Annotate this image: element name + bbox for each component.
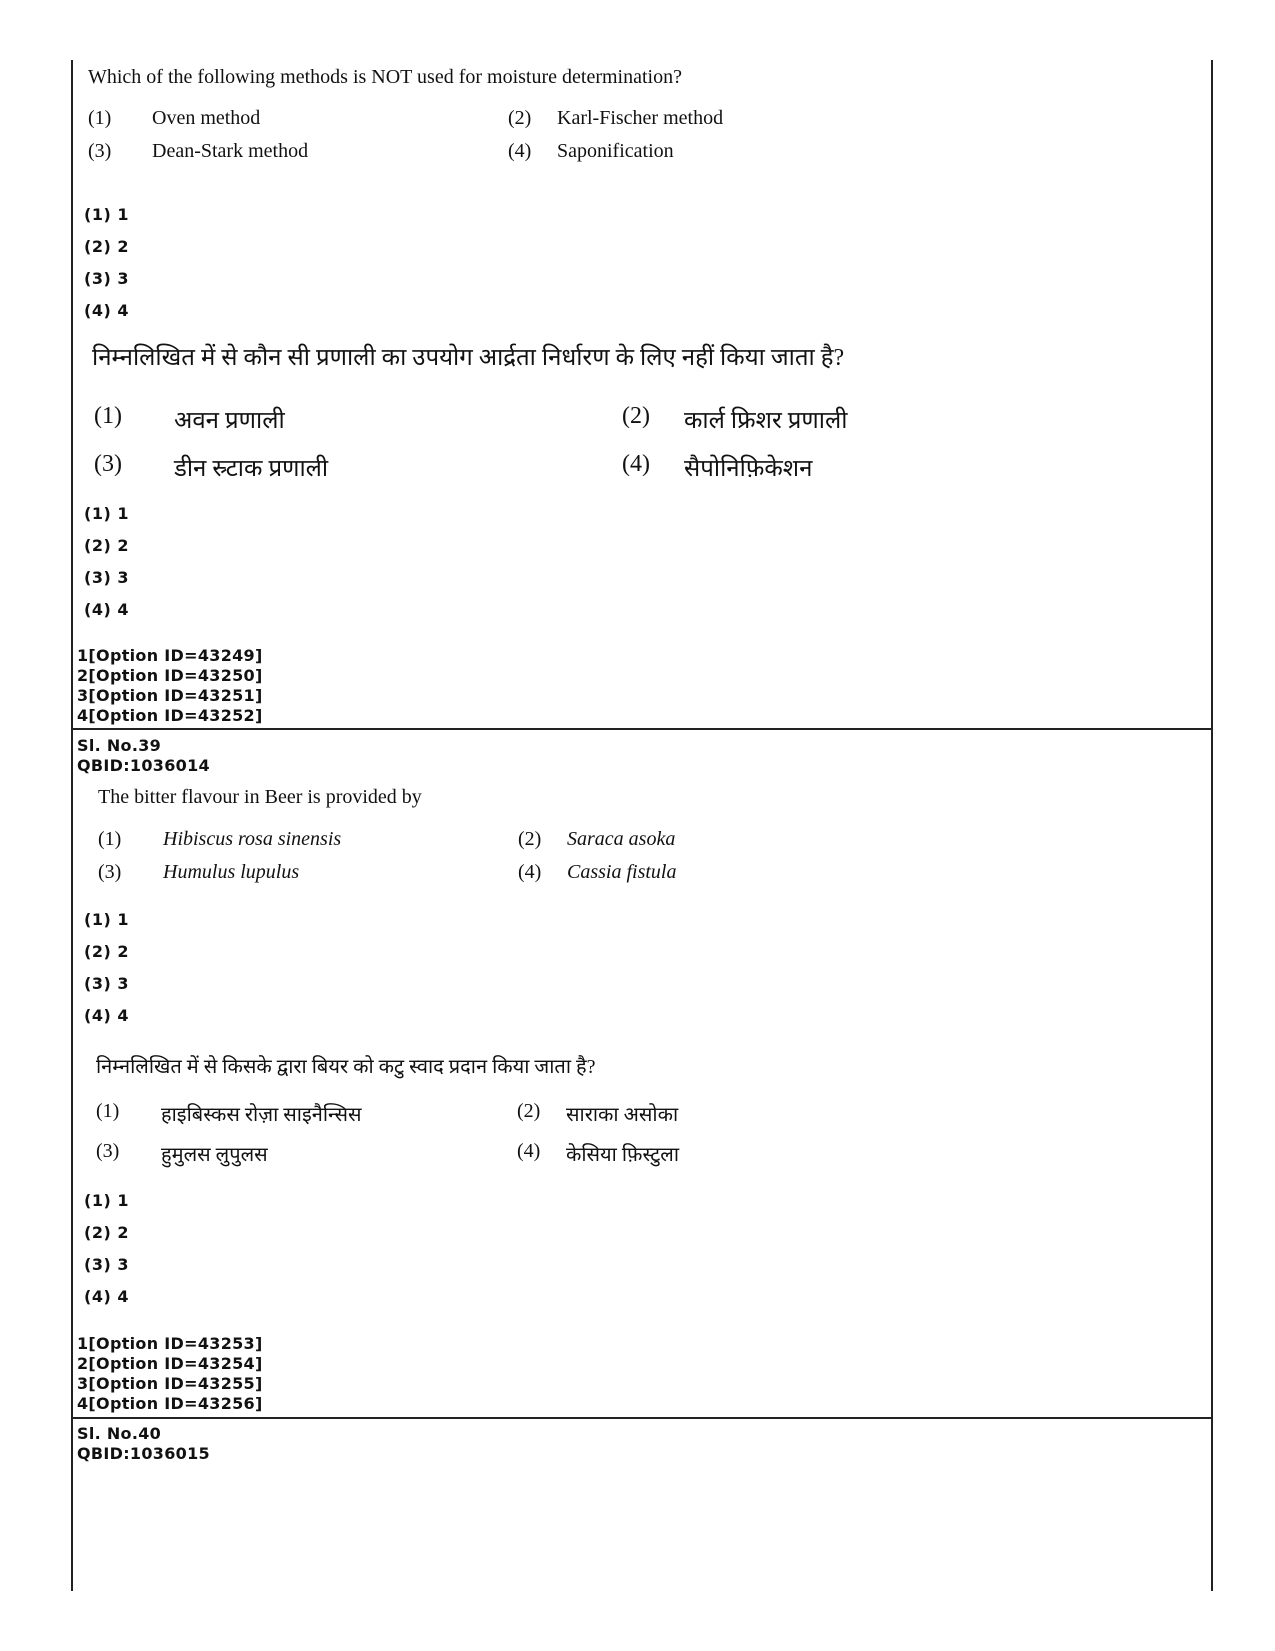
- option-text: Cassia fistula: [567, 861, 677, 883]
- section-divider: [71, 728, 1213, 730]
- answer-choice[interactable]: (4) 4: [84, 1287, 129, 1306]
- option-number: (1): [98, 828, 122, 850]
- answer-choice[interactable]: (2) 2: [84, 237, 129, 256]
- answer-choice[interactable]: (4) 4: [84, 301, 129, 320]
- answer-choice[interactable]: (3) 3: [84, 269, 129, 288]
- answer-choice[interactable]: (2) 2: [84, 536, 129, 555]
- question-text-en: The bitter flavour in Beer is provided by: [98, 786, 422, 808]
- option-number: (3): [88, 140, 112, 162]
- option-number: (2): [518, 828, 542, 850]
- option-text: कार्ल फ्रिशर प्रणाली: [684, 408, 848, 434]
- option-number: (4): [622, 451, 650, 477]
- answer-choice[interactable]: (1) 1: [84, 504, 129, 523]
- serial-number: Sl. No.40: [77, 1424, 162, 1443]
- option-text: Karl-Fischer method: [557, 107, 724, 129]
- option-number: (1): [88, 107, 112, 129]
- qbid: QBID:1036014: [77, 756, 210, 775]
- option-text: Humulus lupulus: [163, 861, 300, 883]
- question-text-hi: निम्नलिखित में से कौन सी प्रणाली का उपयोग आर्द्रता निर्धारण के लिए नहीं किया जाता है?: [92, 345, 845, 371]
- option-id: 4[Option ID=43256]: [77, 1394, 263, 1413]
- answer-choice[interactable]: (2) 2: [84, 942, 129, 961]
- option-text: अवन प्रणाली: [174, 408, 285, 434]
- option-id: 3[Option ID=43255]: [77, 1374, 263, 1393]
- answer-choice[interactable]: (1) 1: [84, 910, 129, 929]
- section-divider: [71, 1417, 1213, 1419]
- answer-choice[interactable]: (2) 2: [84, 1223, 129, 1242]
- option-id: 1[Option ID=43249]: [77, 646, 263, 665]
- option-text: Saraca asoka: [567, 828, 676, 850]
- option-number: (1): [94, 403, 122, 429]
- option-number: (3): [98, 861, 122, 883]
- option-text: हाइबिस्कस रोज़ा साइनैन्सिस: [161, 1104, 362, 1126]
- option-text: साराका असोका: [566, 1104, 679, 1126]
- question-text-hi: निम्नलिखित में से किसके द्वारा बियर को कटु स्वाद प्रदान किया जाता है?: [96, 1056, 596, 1078]
- option-number: (1): [96, 1100, 120, 1122]
- answer-choice[interactable]: (1) 1: [84, 205, 129, 224]
- serial-number: Sl. No.39: [77, 736, 162, 755]
- option-id: 2[Option ID=43254]: [77, 1354, 263, 1373]
- option-text: Dean-Stark method: [152, 140, 309, 162]
- option-id: 2[Option ID=43250]: [77, 666, 263, 685]
- option-text: Oven method: [152, 107, 261, 129]
- option-number: (2): [508, 107, 532, 129]
- option-number: (4): [517, 1140, 541, 1162]
- option-number: (4): [508, 140, 532, 162]
- option-text: हुमुलस लुपुलस: [161, 1144, 268, 1166]
- option-text: सैपोनिफ़िकेशन: [684, 456, 813, 482]
- question-text-en: Which of the following methods is NOT used for moisture determination?: [88, 66, 682, 88]
- answer-choice[interactable]: (1) 1: [84, 1191, 129, 1210]
- answer-choice[interactable]: (4) 4: [84, 600, 129, 619]
- option-number: (3): [96, 1140, 120, 1162]
- answer-choice[interactable]: (3) 3: [84, 568, 129, 587]
- option-text: डीन स्र्टाक प्रणाली: [174, 456, 329, 482]
- option-id: 3[Option ID=43251]: [77, 686, 263, 705]
- answer-choice[interactable]: (3) 3: [84, 1255, 129, 1274]
- answer-choice[interactable]: (4) 4: [84, 1006, 129, 1025]
- option-text: Saponification: [557, 140, 674, 162]
- qbid: QBID:1036015: [77, 1444, 210, 1463]
- option-number: (2): [517, 1100, 541, 1122]
- option-number: (3): [94, 451, 122, 477]
- option-text: Hibiscus rosa sinensis: [163, 828, 342, 850]
- option-id: 4[Option ID=43252]: [77, 706, 263, 725]
- option-text: केसिया फ़िस्टुला: [566, 1144, 680, 1166]
- answer-choice[interactable]: (3) 3: [84, 974, 129, 993]
- option-number: (4): [518, 861, 542, 883]
- option-id: 1[Option ID=43253]: [77, 1334, 263, 1353]
- option-number: (2): [622, 403, 650, 429]
